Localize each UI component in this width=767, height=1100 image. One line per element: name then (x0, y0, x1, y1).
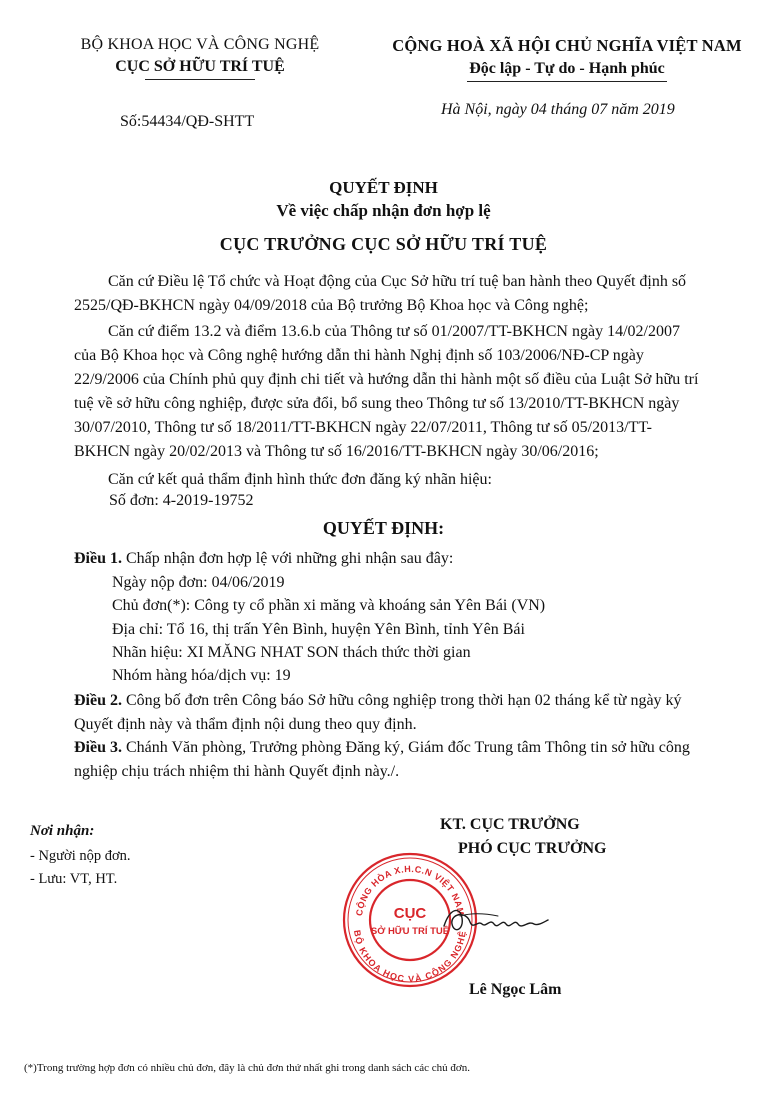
decision-heading: QUYẾT ĐỊNH: (322, 518, 445, 538)
document-number: Số:54434/QĐ-SHTT (120, 113, 255, 130)
article-1-label: Điều 1. (74, 550, 122, 567)
stamp-outer-text: CỘNG HÒA X.H.C.N VIỆT NAM (354, 863, 466, 917)
recipient-item: - Người nộp đơn. (30, 848, 131, 864)
recipients-title: Nơi nhận: (30, 823, 95, 839)
issuing-agency-block (40, 36, 360, 80)
document-subject: Về việc chấp nhận đơn hợp lệ (276, 201, 491, 220)
filing-date: Ngày nộp đơn: 04/06/2019 (112, 574, 285, 591)
signature-title-1: KT. CỤC TRƯỞNG (440, 816, 580, 833)
article-1 (74, 547, 714, 571)
signer-name: Lê Ngọc Lâm (469, 981, 562, 998)
stamp-center-text-1: CỤC (393, 905, 427, 922)
country-name: CỘNG HOÀ XÃ HỘI CHỦ NGHĨA VIỆT NAM (392, 36, 742, 55)
ministry-name: BỘ KHOA HỌC VÀ CÔNG NGHỆ (80, 36, 320, 53)
article-3 (74, 736, 714, 784)
preamble-paragraph-1: Căn cứ Điều lệ Tổ chức và Hoạt động của Cục Sở hữu trí tuệ ban hành theo Quyết định số 2525/QĐ-BKHCN ngày 04/09/2018 của Bộ trưởng Bộ Khoa học và Công nghệ; (74, 273, 687, 314)
footnote: (*)Trong trường hợp đơn có nhiều chủ đơn, đây là chủ đơn thứ nhất ghi trong danh sách các chủ đơn. (24, 1062, 470, 1074)
article-2 (74, 689, 714, 737)
national-motto: Độc lập - Tự do - Hạnh phúc (469, 60, 665, 77)
signature-title-2: PHÓ CỤC TRƯỞNG (458, 840, 607, 857)
agency-underline (145, 79, 255, 80)
preamble-paragraph-2: Căn cứ điểm 13.2 và điểm 13.6.b của Thông tư số 01/2007/TT-BKHCN ngày 14/02/2007 của Bộ Khoa học và Công nghệ hướng dẫn thi hành Nghị định số 103/2006/NĐ-CP ngày 22/9/2006 của Chính phủ quy định chi tiết và hướng dẫn thi hành một số điều của Luật Sở hữu trí tuệ về sở hữu công nghiệp, được sửa đổi, bổ sung theo Thông tư số 13/2010/TT-BKHCN ngày 30/07/2010, Thông tư số 18/2011/TT-BKHCN ngày 22/07/2011, Thông tư số 05/2013/TT-BKHCN ngày 20/02/2013 và Thông tư số 16/2016/TT-BKHCN ngày 30/06/2016; (74, 323, 699, 460)
place-and-date: Hà Nội, ngày 04 tháng 07 năm 2019 (441, 101, 675, 118)
goods-services-class: Nhóm hàng hóa/dịch vụ: 19 (112, 667, 291, 684)
document-type-title: QUYẾT ĐỊNH (329, 178, 438, 197)
trademark: Nhãn hiệu: XI MĂNG NHAT SON thách thức thời gian (112, 644, 471, 661)
article-2-text: Công bố đơn trên Công báo Sở hữu công nghiệp trong thời hạn 02 tháng kể từ ngày ký Quyết định này và thẩm định nội dung theo quy định. (74, 692, 682, 733)
national-heading-block (382, 36, 752, 82)
preamble-paragraph-3: Căn cứ kết quả thẩm định hình thức đơn đăng ký nhãn hiệu: (108, 471, 492, 488)
motto-underline (467, 81, 667, 82)
article-3-text: Chánh Văn phòng, Trưởng phòng Đăng ký, Giám đốc Trung tâm Thông tin sở hữu công nghiệp chịu trách nhiệm thi hành Quyết định này./. (74, 739, 690, 780)
article-2-label: Điều 2. (74, 692, 122, 709)
application-number: Số đơn: 4-2019-19752 (109, 492, 254, 509)
recipient-item: - Lưu: VT, HT. (30, 871, 118, 887)
handwritten-signature (440, 900, 550, 940)
stamp-center-text-2: SỞ HỮU TRÍ TUỆ (370, 926, 450, 937)
applicant-address: Địa chỉ: Tổ 16, thị trấn Yên Bình, huyện Yên Bình, tỉnh Yên Bái (112, 621, 525, 638)
agency-name: CỤC SỞ HỮU TRÍ TUỆ (115, 58, 285, 75)
article-1-text: Chấp nhận đơn hợp lệ với những ghi nhận sau đây: (126, 550, 454, 567)
article-3-label: Điều 3. (74, 739, 122, 756)
applicant: Chủ đơn(*): Công ty cổ phần xi măng và khoáng sản Yên Bái (VN) (112, 597, 546, 614)
stamp-lower-text: BỘ KHOA HỌC VÀ CÔNG NGHỆ (352, 929, 468, 985)
issuer-title: CỤC TRƯỞNG CỤC SỞ HỮU TRÍ TUỆ (219, 234, 548, 254)
